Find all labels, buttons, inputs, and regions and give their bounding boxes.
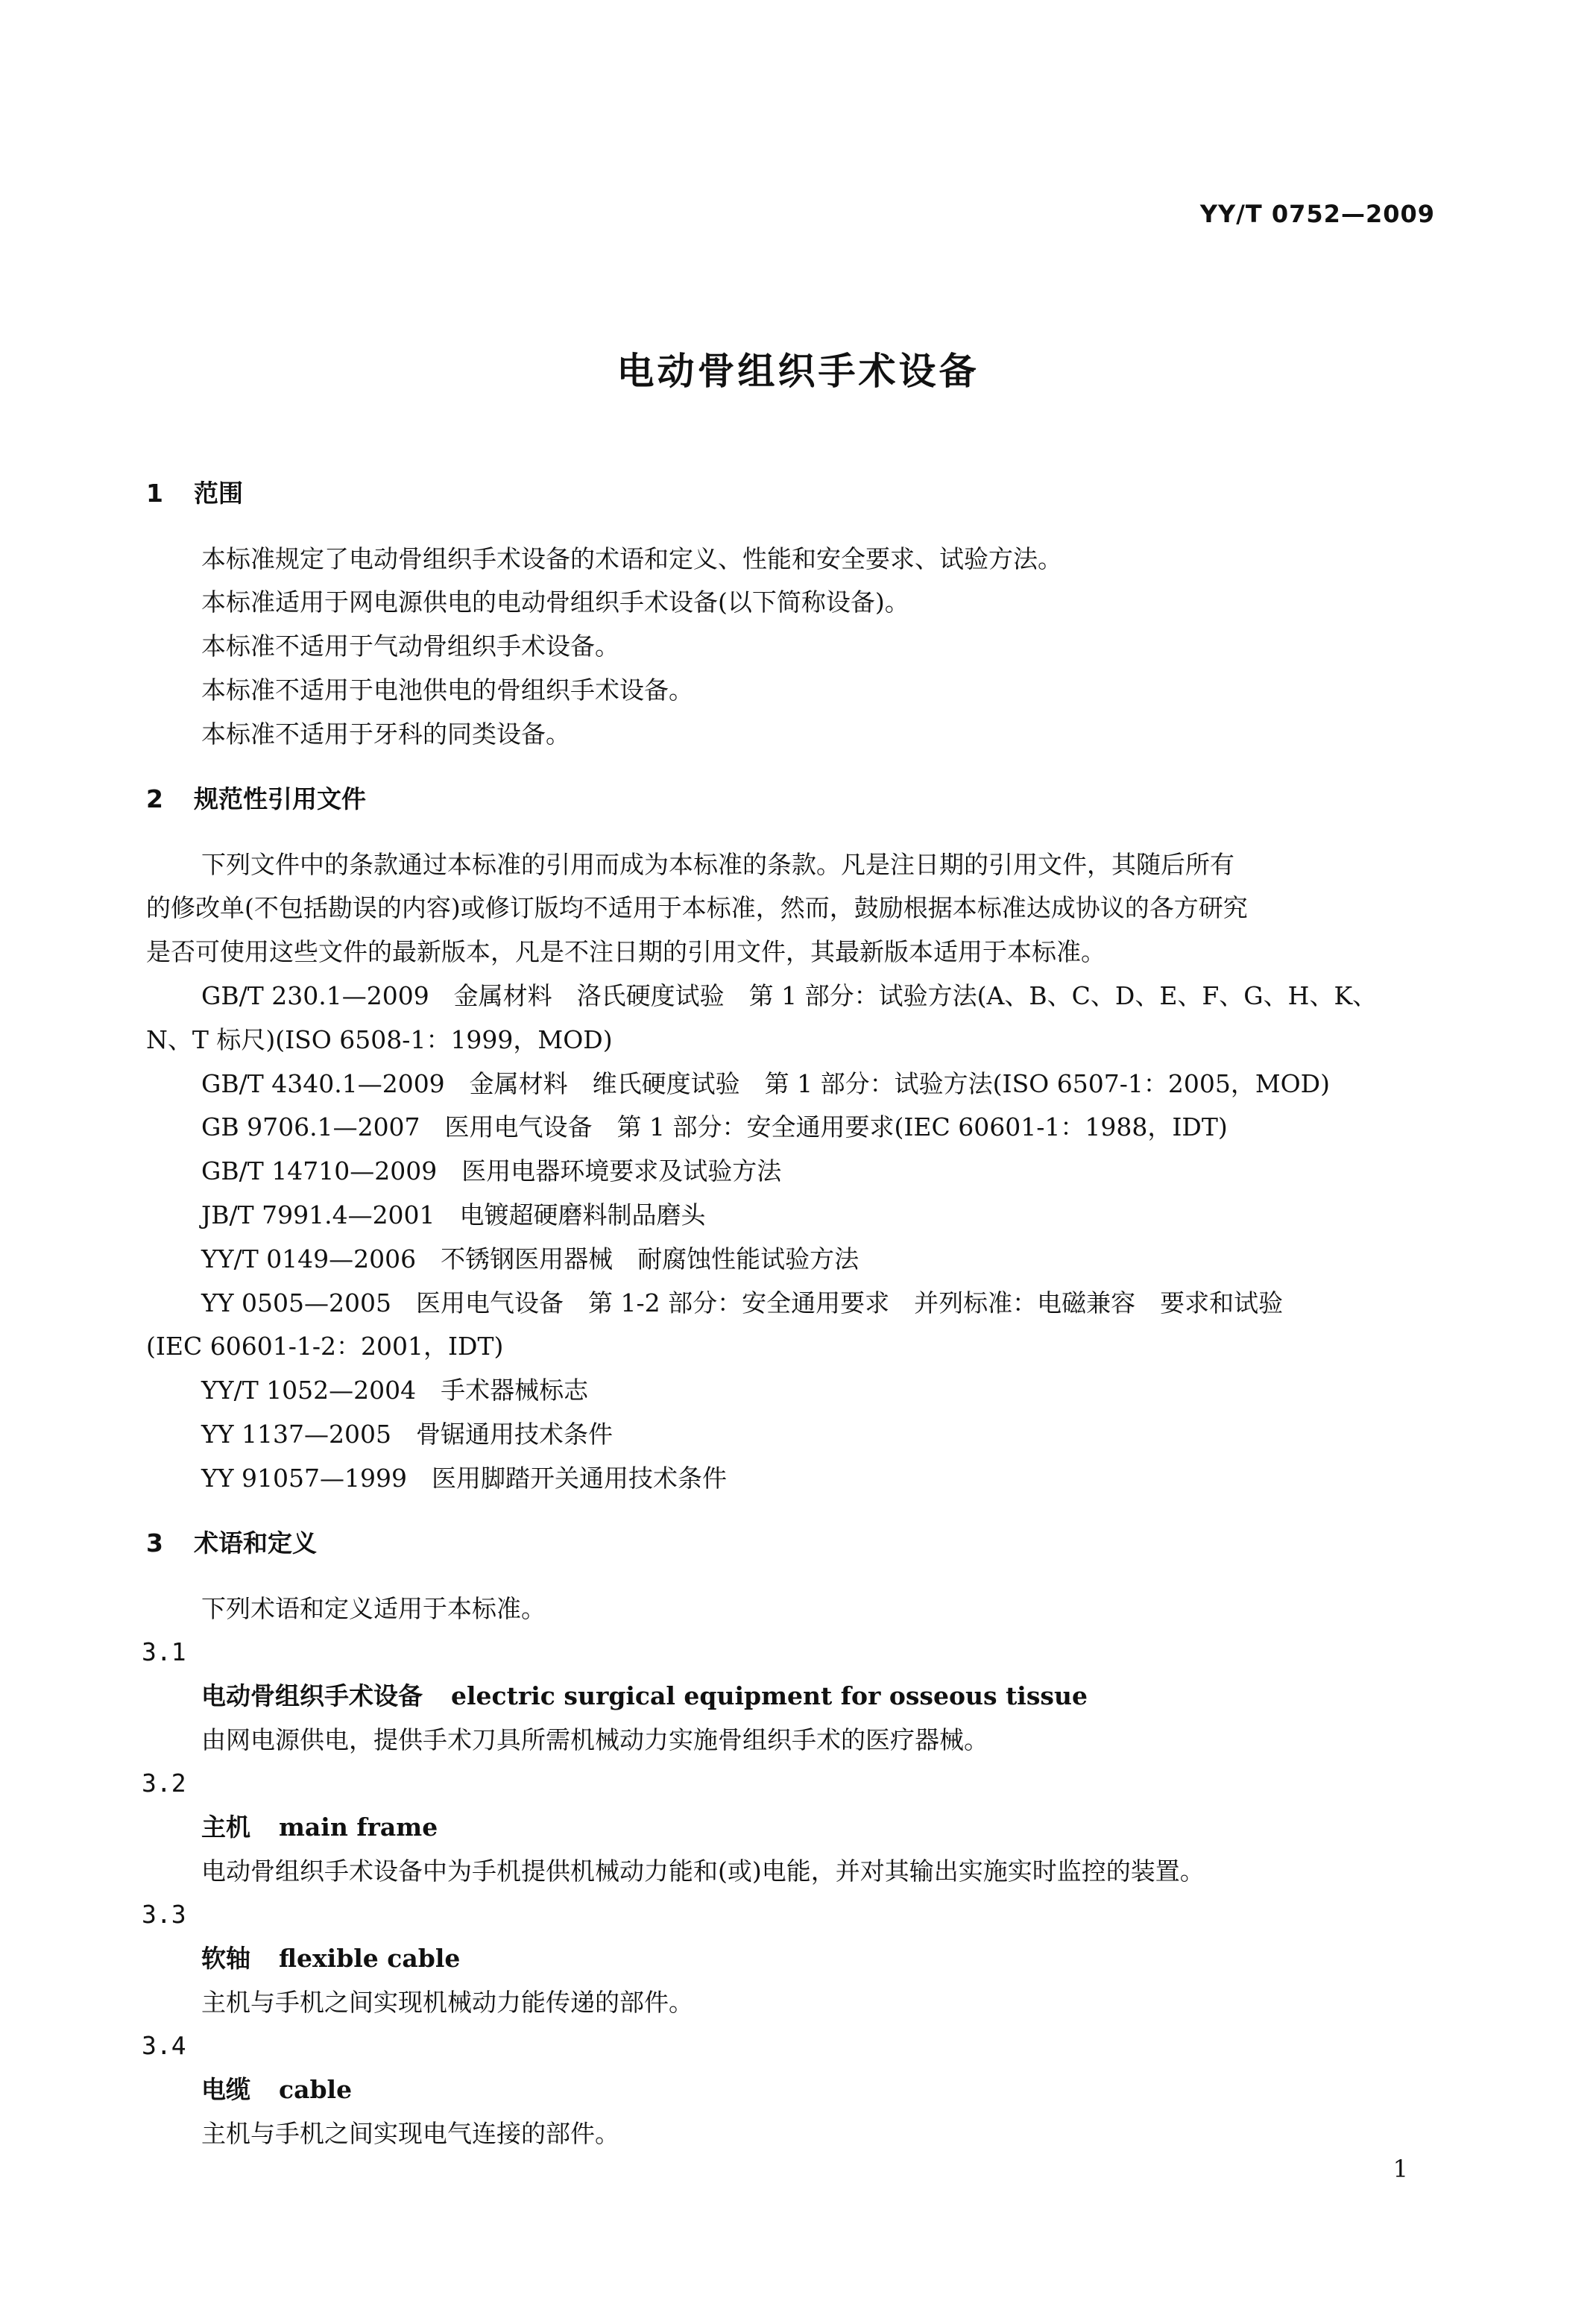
reference-item: N、T 标尺)(ISO 6508-1：1999，MOD) <box>146 1025 613 1054</box>
term-definition: 电动骨组织手术设备中为手机提供机械动力能和(或)电能，并对其输出实施实时监控的装置。 <box>201 1857 1205 1886</box>
term-en: electric surgical equipment for osseous tissue <box>451 1681 1088 1710</box>
section-title: 规范性引用文件 <box>194 784 366 813</box>
page-title: 电动骨组织手术设备 <box>616 350 980 393</box>
standard-code: YY/T 0752—2009 <box>1199 200 1435 228</box>
paragraph: 本标准不适用于电池供电的骨组织手术设备。 <box>201 676 693 705</box>
reference-item: GB/T 14710—2009 医用电器环境要求及试验方法 <box>201 1156 782 1185</box>
reference-item: YY/T 1052—2004 手术器械标志 <box>201 1376 589 1405</box>
term-heading <box>201 2073 352 2106</box>
term-en: cable <box>279 2075 353 2104</box>
term-definition: 主机与手机之间实现机械动力能传递的部件。 <box>201 1988 693 2017</box>
page-number: 1 <box>1392 2155 1408 2183</box>
section-2-heading <box>146 783 366 816</box>
term-number: 3.1 <box>142 1637 186 1666</box>
section-3-heading <box>146 1527 317 1560</box>
paragraph-line: 下列文件中的条款通过本标准的引用而成为本标准的条款。凡是注日期的引用文件，其随后所有 <box>201 850 1234 879</box>
term-definition: 主机与手机之间实现电气连接的部件。 <box>201 2119 619 2148</box>
section-1-heading <box>146 477 243 510</box>
term-zh: 电动骨组织手术设备 <box>201 1681 423 1710</box>
reference-item: YY 91057—1999 医用脚踏开关通用技术条件 <box>201 1464 728 1493</box>
paragraph: 本标准适用于网电源供电的电动骨组织手术设备(以下简称设备)。 <box>201 588 909 617</box>
reference-item: YY 1137—2005 骨锯通用技术条件 <box>201 1420 614 1449</box>
section-title: 范围 <box>194 479 243 508</box>
reference-item: GB/T 4340.1—2009 金属材料 维氏硬度试验 第 1 部分：试验方法(ISO 6507-1：2005，MOD) <box>201 1069 1331 1098</box>
term-heading <box>201 1680 1088 1713</box>
reference-item: YY 0505—2005 医用电气设备 第 1-2 部分：安全通用要求 并列标准：电磁兼容 要求和试验 <box>201 1288 1284 1317</box>
term-zh: 软轴 <box>201 1944 250 1973</box>
reference-item: JB/T 7991.4—2001 电镀超硬磨料制品磨头 <box>201 1200 706 1229</box>
term-heading <box>201 1811 438 1844</box>
paragraph: 本标准不适用于牙科的同类设备。 <box>201 719 570 749</box>
section-number: 2 <box>146 784 163 813</box>
term-en: main frame <box>279 1813 438 1842</box>
reference-item: YY/T 0149—2006 不锈钢医用器械 耐腐蚀性能试验方法 <box>201 1244 859 1273</box>
term-zh: 主机 <box>201 1813 250 1842</box>
term-en: flexible cable <box>279 1944 461 1973</box>
term-number: 3.3 <box>142 1900 186 1929</box>
term-definition: 由网电源供电，提供手术刀具所需机械动力实施骨组织手术的医疗器械。 <box>201 1725 988 1754</box>
paragraph: 下列术语和定义适用于本标准。 <box>201 1594 546 1623</box>
term-number: 3.2 <box>142 1769 186 1798</box>
section-number: 1 <box>146 479 163 508</box>
reference-item: GB/T 230.1—2009 金属材料 洛氏硬度试验 第 1 部分：试验方法(A、B、C、D、E、F、G、H、K、 <box>201 981 1378 1010</box>
term-number: 3.4 <box>142 2031 186 2060</box>
paragraph-line: 的修改单(不包括勘误的内容)或修订版均不适用于本标准，然而，鼓励根据本标准达成协议的各方研究 <box>146 893 1248 922</box>
paragraph: 本标准不适用于气动骨组织手术设备。 <box>201 632 619 661</box>
term-heading <box>201 1942 460 1975</box>
term-zh: 电缆 <box>201 2075 250 2104</box>
reference-item: GB 9706.1—2007 医用电气设备 第 1 部分：安全通用要求(IEC 60601-1：1988，IDT) <box>201 1112 1228 1141</box>
paragraph-line: 是否可使用这些文件的最新版本，凡是不注日期的引用文件，其最新版本适用于本标准。 <box>146 937 1105 966</box>
reference-item: (IEC 60601-1-2：2001，IDT) <box>146 1332 504 1361</box>
paragraph: 本标准规定了电动骨组织手术设备的术语和定义、性能和安全要求、试验方法。 <box>201 544 1062 573</box>
section-title: 术语和定义 <box>194 1528 317 1558</box>
section-number: 3 <box>146 1528 163 1558</box>
